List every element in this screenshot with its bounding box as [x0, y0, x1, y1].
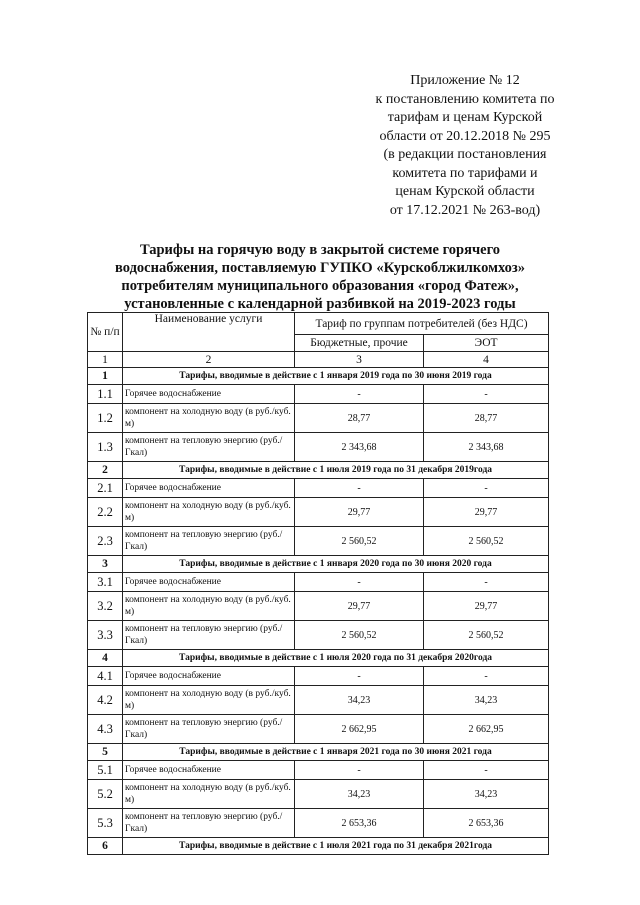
tariff-budget: 2 343,68 — [295, 433, 424, 462]
service-name: компонент на тепловую энергию (руб./Гкал) — [123, 809, 295, 838]
period-row — [88, 744, 549, 761]
period-title: Тарифы, вводимые в действие с 1 января 2021 года по 30 июня 2021 года — [123, 744, 549, 761]
table-row — [88, 573, 549, 592]
column-number: 4 — [424, 352, 549, 368]
appendix-line: области от 20.12.2018 № 295 — [379, 128, 551, 144]
tariff-budget: - — [295, 385, 424, 404]
period-row — [88, 838, 549, 855]
tariff-budget: - — [295, 667, 424, 686]
appendix-line: Приложение № 12 — [410, 73, 520, 88]
appendix-line: от 17.12.2021 № 263-вод) — [389, 202, 541, 218]
period-title: Тарифы, вводимые в действие с 1 января 2019 года по 30 июня 2019 года — [123, 368, 549, 385]
period-number: 1 — [88, 368, 123, 385]
row-number: 5.2 — [88, 780, 123, 809]
row-number: 3.3 — [88, 621, 123, 650]
table-row — [88, 686, 549, 715]
tariff-eot: 29,77 — [424, 498, 549, 527]
table-row — [88, 621, 549, 650]
tariff-eot: 34,23 — [424, 780, 549, 809]
table-row — [88, 433, 549, 462]
row-number: 3.1 — [88, 573, 123, 592]
table-row — [88, 715, 549, 744]
table-row — [88, 385, 549, 404]
appendix-line: ценам Курской области — [395, 184, 535, 199]
tariff-eot: - — [424, 573, 549, 592]
row-number: 1.1 — [88, 385, 123, 404]
tariff-budget: 2 662,95 — [295, 715, 424, 744]
tariff-budget: 2 560,52 — [295, 527, 424, 556]
tariff-eot: 34,23 — [424, 686, 549, 715]
tariff-budget: 2 653,36 — [295, 809, 424, 838]
tariff-eot: 2 343,68 — [424, 433, 549, 462]
title-line: Тарифы на горячую воду в закрытой системе горячего — [139, 242, 501, 258]
tariff-eot: - — [424, 761, 549, 780]
tariff-budget: - — [295, 761, 424, 780]
period-row — [88, 556, 549, 573]
service-name: компонент на холодную воду (в руб./куб. м) — [123, 686, 295, 715]
tariff-eot: 2 653,36 — [424, 809, 549, 838]
period-number: 6 — [88, 838, 123, 855]
table-row — [88, 667, 549, 686]
appendix-note — [355, 72, 575, 220]
service-name: Горячее водоснабжение — [123, 573, 295, 592]
document-title — [70, 241, 570, 313]
period-title: Тарифы, вводимые в действие с 1 января 2020 года по 30 июня 2020 года — [123, 556, 549, 573]
tariff-eot: 29,77 — [424, 592, 549, 621]
tariff-budget: 34,23 — [295, 686, 424, 715]
tariff-eot: - — [424, 479, 549, 498]
period-row — [88, 368, 549, 385]
header-service-name: Наименование услуги — [123, 313, 295, 352]
table-row — [88, 479, 549, 498]
period-number: 3 — [88, 556, 123, 573]
tariff-budget: 29,77 — [295, 592, 424, 621]
tariff-budget: 2 560,52 — [295, 621, 424, 650]
service-name: компонент на холодную воду (в руб./куб. м) — [123, 404, 295, 433]
period-number: 5 — [88, 744, 123, 761]
table-row — [88, 527, 549, 556]
service-name: Горячее водоснабжение — [123, 479, 295, 498]
tariff-eot: - — [424, 667, 549, 686]
header-budget: Бюджетные, прочие — [295, 335, 424, 352]
service-name: компонент на тепловую энергию (руб./Гкал) — [123, 621, 295, 650]
service-name: компонент на тепловую энергию (руб./Гкал) — [123, 433, 295, 462]
tariff-eot: 2 662,95 — [424, 715, 549, 744]
service-name: Горячее водоснабжение — [123, 667, 295, 686]
row-number: 2.3 — [88, 527, 123, 556]
tariff-budget: - — [295, 479, 424, 498]
service-name: компонент на холодную воду (в руб./куб. м) — [123, 780, 295, 809]
row-number: 4.3 — [88, 715, 123, 744]
appendix-line: к постановлению комитета по — [375, 91, 555, 107]
header-eot: ЭОТ — [424, 335, 549, 352]
period-row — [88, 462, 549, 479]
tariff-table — [87, 312, 549, 855]
row-number: 2.1 — [88, 479, 123, 498]
column-number: 2 — [123, 352, 295, 368]
service-name: компонент на тепловую энергию (руб./Гкал) — [123, 527, 295, 556]
period-title: Тарифы, вводимые в действие с 1 июля 2021 года по 31 декабря 2021года — [123, 838, 549, 855]
table-row — [88, 404, 549, 433]
table-row — [88, 592, 549, 621]
row-number: 5.1 — [88, 761, 123, 780]
service-name: Горячее водоснабжение — [123, 761, 295, 780]
period-number: 4 — [88, 650, 123, 667]
table-row — [88, 809, 549, 838]
tariff-eot: 2 560,52 — [424, 527, 549, 556]
tariff-budget: 34,23 — [295, 780, 424, 809]
period-row — [88, 650, 549, 667]
header-num: № п/п — [88, 313, 123, 352]
service-name: компонент на холодную воду (в руб./куб. м) — [123, 592, 295, 621]
appendix-line: комитета по тарифами и — [392, 165, 538, 181]
row-number: 4.1 — [88, 667, 123, 686]
tariff-budget: 28,77 — [295, 404, 424, 433]
period-title: Тарифы, вводимые в действие с 1 июля 2020 года по 31 декабря 2020года — [123, 650, 549, 667]
table-row — [88, 780, 549, 809]
title-line: установленные с календарной разбивкой на 2019-2023 годы — [124, 296, 516, 312]
row-number: 3.2 — [88, 592, 123, 621]
row-number: 4.2 — [88, 686, 123, 715]
appendix-line: тарифам и ценам Курской — [387, 110, 543, 125]
table-row — [88, 761, 549, 780]
column-number: 1 — [88, 352, 123, 368]
column-number: 3 — [295, 352, 424, 368]
appendix-line: (в редакции постановления — [383, 147, 547, 162]
header-tariff-group: Тариф по группам потребителей (без НДС) — [295, 313, 549, 335]
service-name: компонент на тепловую энергию (руб./Гкал) — [123, 715, 295, 744]
row-number: 2.2 — [88, 498, 123, 527]
row-number: 1.2 — [88, 404, 123, 433]
service-name: Горячее водоснабжение — [123, 385, 295, 404]
title-line: водоснабжения, поставляемую ГУПКО «Курскоблжилкомхоз» — [115, 260, 525, 276]
tariff-eot: 28,77 — [424, 404, 549, 433]
service-name: компонент на холодную воду (в руб./куб. м) — [123, 498, 295, 527]
period-title: Тарифы, вводимые в действие с 1 июля 2019 года по 31 декабря 2019года — [123, 462, 549, 479]
tariff-budget: 29,77 — [295, 498, 424, 527]
title-line: потребителям муниципального образования «город Фатеж», — [121, 278, 519, 294]
row-number: 5.3 — [88, 809, 123, 838]
period-number: 2 — [88, 462, 123, 479]
row-number: 1.3 — [88, 433, 123, 462]
table-row — [88, 498, 549, 527]
tariff-eot: - — [424, 385, 549, 404]
tariff-budget: - — [295, 573, 424, 592]
tariff-eot: 2 560,52 — [424, 621, 549, 650]
